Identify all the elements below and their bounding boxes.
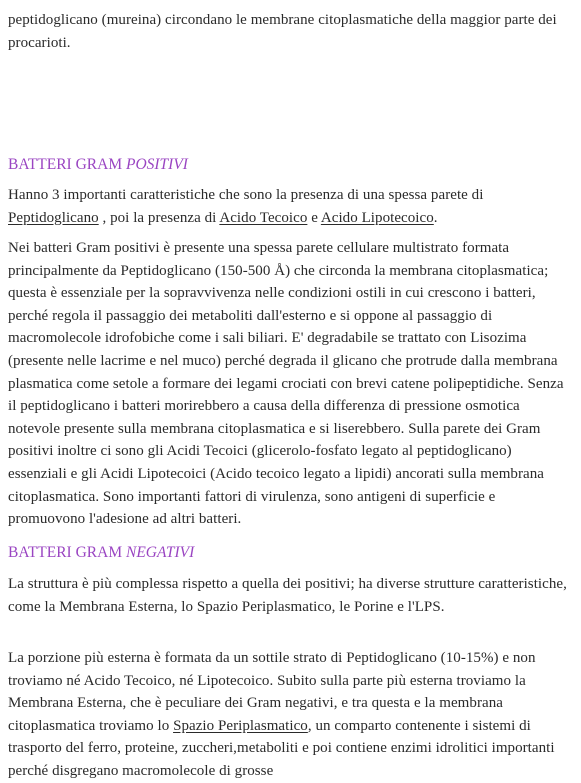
intro-paragraph: peptidoglicano (mureina) circondano le membrane citoplasmatiche della maggior parte dei procarioti. bbox=[8, 12, 557, 51]
gram-positivi-p1-text-a: Hanno 3 importanti caratteristiche che sono la presenza di una spessa parete di bbox=[8, 187, 484, 203]
link-acido-tecoico[interactable]: Acido Tecoico bbox=[219, 209, 308, 226]
gram-positivi-p1-text-c: e bbox=[307, 209, 321, 226]
gram-positivi-p1-text-b: , poi la presenza di bbox=[98, 209, 220, 226]
heading-gram-negativi-italic: NEGATIVI bbox=[125, 544, 195, 561]
heading-gram-positivi-italic: POSITIVI bbox=[125, 156, 188, 173]
gram-negativi-paragraph-1: La struttura è più complessa rispetto a quella dei positivi; ha diverse strutture caratteristiche, come la Membrana Esterna, lo Spazio Periplasmatico, le Porine e l'LPS. bbox=[8, 576, 567, 615]
gram-positivi-paragraph-2: Nei batteri Gram positivi è presente una spessa parete cellulare multistrato formata principalmente da Peptidoglicano (150-500 Å) che circonda la membrana citoplasmatica; questa è essenziale per la sopravvivenza nelle condizioni ostili in cui crescono i batteri, perché regola il passaggio dei metaboliti dall'esterno e si oppone al passaggio di macromolecole idrofobiche come i sali biliari. E' degradabile se trattato con Lisozima (presente nelle lacrime e nel muco) perché degrada il glicano che protrude dalla membrana plasmatica come setole a formare dei legami crociati con brevi catene polipeptidiche. Senza il peptidoglicano i batteri morirebbero a causa della differenza di pressione osmotica notevole presente sulla membrana citoplasmatica e si liserebbero. Sulla parete dei Gram positivi inoltre ci sono gli Acidi Tecoici (glicerolo-fosfato legato al peptidoglicano) essenziali e gli Acidi Lipotecoici (Acido tecoico legato a lipidi) ancorati sulla membrana citoplasmatica. Sono importanti fattori di virulenza, sono antigeni di superficie e promuovono l'adesione ad altri batteri. bbox=[8, 240, 564, 528]
heading-gram-negativi bbox=[8, 543, 194, 563]
heading-gram-positivi-plain: BATTERI GRAM bbox=[8, 156, 126, 173]
link-peptidoglicano[interactable]: Peptidoglicano bbox=[8, 209, 99, 226]
gram-positivi-paragraph-1 bbox=[8, 184, 574, 229]
gram-negativi-paragraph-2 bbox=[8, 647, 574, 783]
gram-negativi-p2-text-b: , un comparto contenente i sistemi di trasporto del ferro, proteine, zuccheri,metaboliti e poi contiene enzimi idrolitici importanti perché disgregano macromolecole di grosse bbox=[8, 717, 555, 779]
link-spazio-periplasmatico[interactable]: Spazio Periplasmatico bbox=[173, 717, 308, 734]
gram-negativi-p2-text-a: La porzione più esterna è formata da un sottile strato di Peptidoglicano (10-15%) e non troviamo né Acido Tecoico, né Lipotecoico. Subito sulla parte più esterna troviamo la Membrana Esterna, che è peculiare dei Gram negativi, e tra questa e la membrana citoplasmatica troviamo lo bbox=[8, 650, 536, 734]
heading-gram-negativi-plain: BATTERI GRAM bbox=[8, 544, 126, 561]
link-acido-lipotecoico[interactable]: Acido Lipotecoico bbox=[320, 209, 434, 226]
heading-gram-positivi bbox=[8, 155, 188, 175]
gram-positivi-p1-text-d: . bbox=[433, 209, 438, 226]
